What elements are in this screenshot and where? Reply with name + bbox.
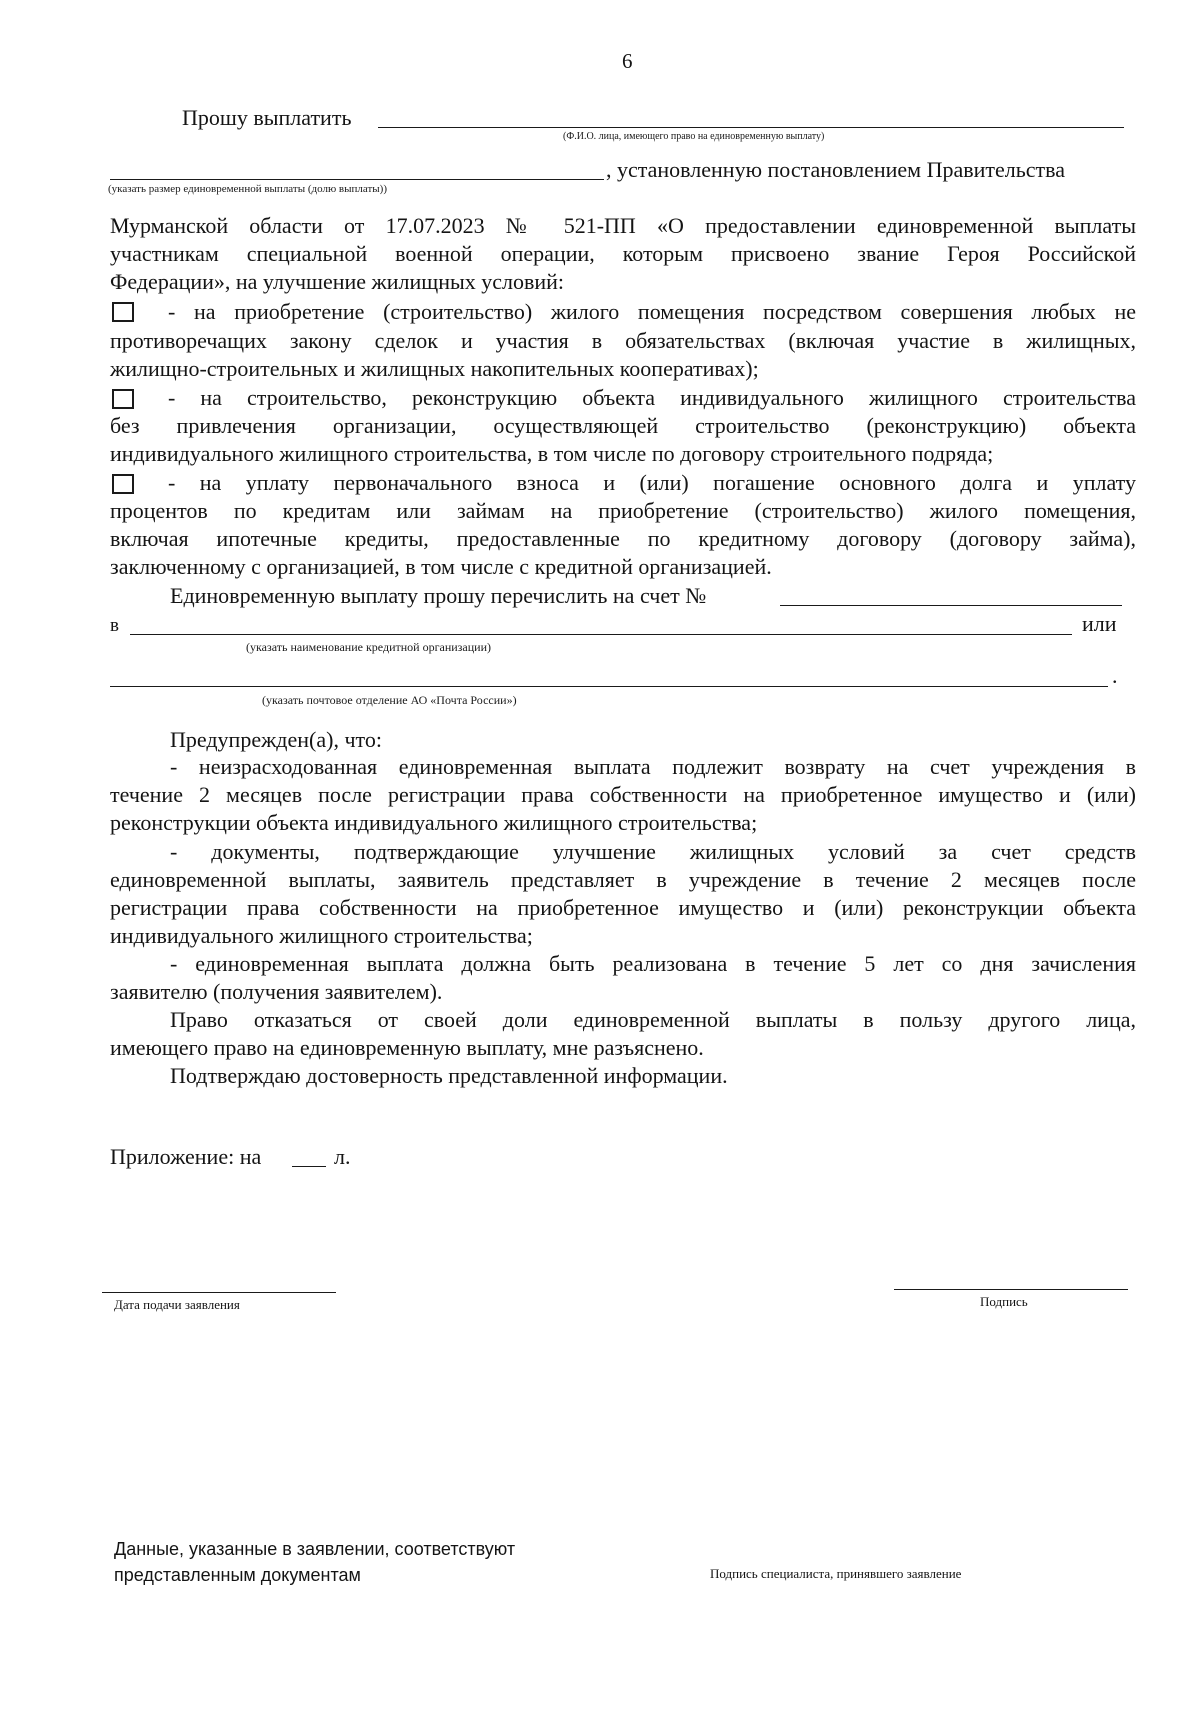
account-text: Единовременную выплату прошу перечислить на счет №: [170, 583, 707, 608]
attachment-prefix: Приложение: на: [110, 1144, 262, 1169]
amount-caption: (указать размер единовременной выплаты (долю выплаты)): [108, 183, 388, 195]
page-number: 6: [622, 49, 633, 73]
account-number-field[interactable]: [780, 605, 1122, 606]
attachment-pages-field[interactable]: [292, 1166, 326, 1167]
option-3-line-2: процентов по кредитам или займам на приобретение (строительство) жилого помещения,: [110, 498, 1136, 523]
footer-data-line-2: представленным документам: [114, 1565, 361, 1585]
option-2-checkbox[interactable]: [112, 389, 134, 409]
amount-field[interactable]: [110, 179, 604, 180]
warned-heading: Предупрежден(а), что:: [170, 727, 382, 752]
warned-2-line-3: регистрации права собственности на приобретенное имущество и (или) реконструкции объекта: [110, 895, 1136, 920]
warned-1-line-1: - неизрасходованная единовременная выплата подлежит возврату на счет учреждения в: [170, 754, 1136, 779]
attachment-suffix: л.: [334, 1144, 351, 1169]
option-1-line-3: жилищно-строительных и жилищных накопительных кооперативах);: [110, 356, 759, 381]
fio-caption: (Ф.И.О. лица, имеющего право на единовременную выплату): [563, 131, 825, 142]
option-1-line-1: - на приобретение (строительство) жилого помещения посредством совершения любых не: [168, 299, 1136, 324]
date-caption: Дата подачи заявления: [114, 1297, 240, 1312]
option-2-line-2: без привлечения организации, осуществляющей строительство (реконструкцию) объекта: [110, 413, 1136, 438]
footer-data-line-1: Данные, указанные в заявлении, соответствуют: [114, 1539, 516, 1559]
option-3-line-3: включая ипотечные кредиты, предоставленные по кредитному договору (договору займа),: [110, 526, 1136, 551]
intro-line-2: участникам специальной военной операции, которым присвоено звание Героя Российской: [110, 241, 1136, 266]
request-label: Прошу выплатить: [182, 105, 352, 130]
signature-caption: Подпись: [980, 1294, 1028, 1309]
post-period: .: [1112, 663, 1118, 688]
post-office-field[interactable]: [110, 686, 1108, 687]
intro-line-1: Мурманской области от 17.07.2023 № 521-ПП «О предоставлении единовременной выплаты: [110, 213, 1136, 238]
refusal-line-1: Право отказаться от своей доли единовременной выплаты в пользу другого лица,: [170, 1007, 1136, 1032]
warned-2-line-4: индивидуального жилищного строительства;: [110, 923, 533, 948]
signature-field[interactable]: [894, 1289, 1128, 1290]
option-1-checkbox[interactable]: [112, 302, 134, 322]
option-2-line-1: - на строительство, реконструкцию объекта индивидуального жилищного строительства: [168, 385, 1136, 410]
option-3-line-1: - на уплату первоначального взноса и (или) погашение основного долга и уплату: [168, 470, 1136, 495]
fio-field[interactable]: [378, 127, 1124, 128]
in-label: в: [110, 615, 119, 636]
warned-1-line-3: реконструкции объекта индивидуального жилищного строительства;: [110, 810, 758, 835]
date-field[interactable]: [102, 1292, 336, 1293]
intro-line-3: Федерации», на улучшение жилищных условий:: [110, 269, 565, 294]
option-1-line-2: противоречащих закону сделок и участия в обязательствах (включая участие в жилищных,: [110, 328, 1136, 353]
warned-3-line-2: заявителю (получения заявителем).: [110, 979, 443, 1004]
bank-field[interactable]: [130, 634, 1072, 635]
warned-3-line-1: - единовременная выплата должна быть реализована в течение 5 лет со дня зачисления: [170, 951, 1136, 976]
warned-2-line-2: единовременной выплаты, заявитель представляет в учреждение в течение 2 месяцев после: [110, 867, 1136, 892]
confirm-text: Подтверждаю достоверность представленной информации.: [170, 1063, 728, 1088]
warned-2-line-1: - документы, подтверждающие улучшение жилищных условий за счет средств: [170, 839, 1136, 864]
option-3-checkbox[interactable]: [112, 474, 134, 494]
specialist-caption: Подпись специалиста, принявшего заявление: [710, 1566, 962, 1581]
warned-1-line-2: течение 2 месяцев после регистрации права собственности на приобретенное имущество и (или): [110, 782, 1136, 807]
or-label: или: [1082, 611, 1117, 636]
refusal-line-2: имеющего право на единовременную выплату, мне разъяснено.: [110, 1035, 704, 1060]
bank-caption: (указать наименование кредитной организации): [246, 640, 491, 654]
option-3-line-4: заключенному с организацией, в том числе с кредитной организацией.: [110, 554, 772, 579]
post-caption: (указать почтовое отделение АО «Почта России»): [262, 693, 517, 707]
option-2-line-3: индивидуального жилищного строительства, в том числе по договору строительного подряда;: [110, 441, 994, 466]
established-text: , установленную постановлением Правительства: [606, 157, 1066, 182]
